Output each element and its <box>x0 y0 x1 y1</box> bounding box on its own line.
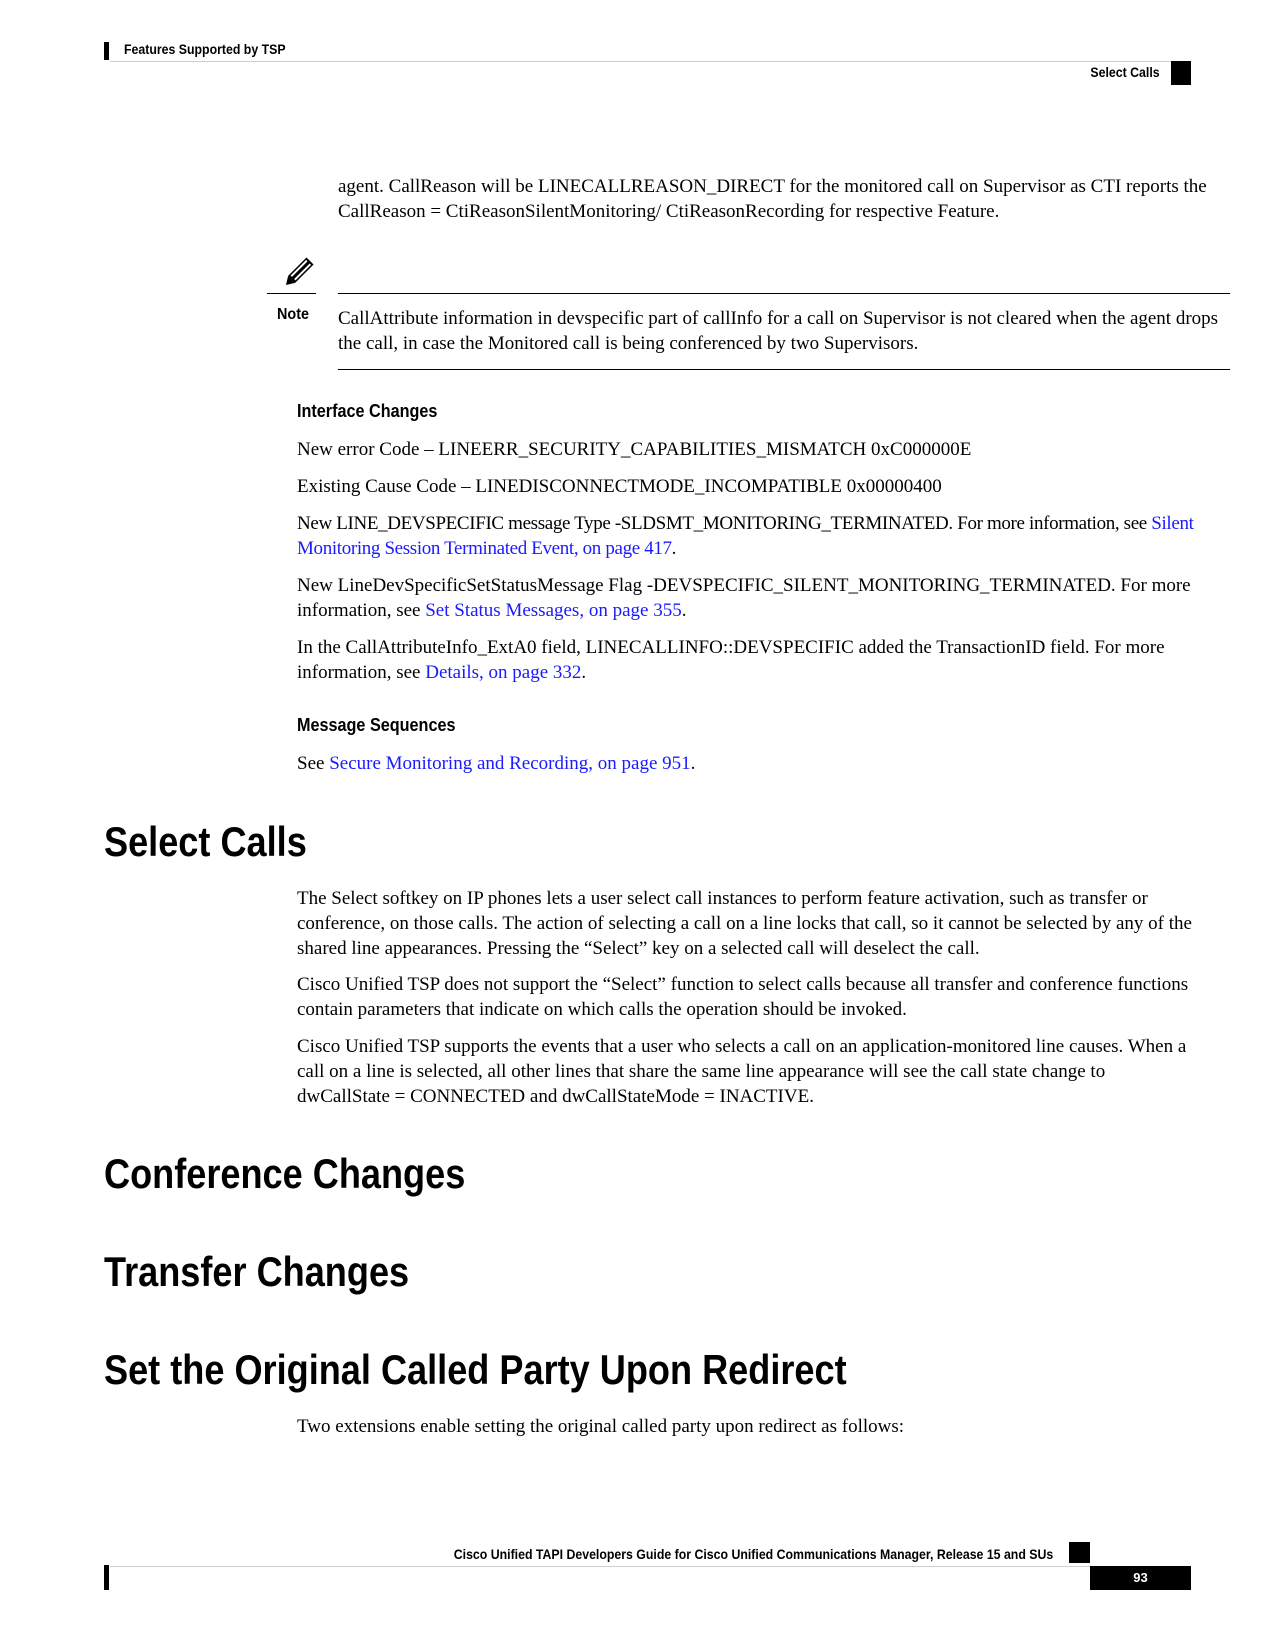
interface-changes-p1: New error Code – LINEERR_SECURITY_CAPABILITIES_MISMATCH 0xC000000E <box>297 439 972 460</box>
select-calls-p3: Cisco Unified TSP supports the events that a user who selects a call on an application-monitored line causes. When a call on a line is selected, all other lines that share the same line appearance will see the call state change to dwCallState = CONNECTED and dwCallStateMode = INACTIVE. <box>297 1036 1187 1107</box>
header-bar-marker <box>104 42 109 60</box>
page-number: 93 <box>1090 1566 1191 1590</box>
details-link[interactable]: Details, on page 332 <box>425 662 582 683</box>
note-bottom-rule <box>338 369 1230 370</box>
note-text: CallAttribute information in devspecific part of callInfo for a call on Supervisor is not cleared when the agent drops the call, in case the Monitored call is being conferenced by two Supervisors. <box>338 308 1219 354</box>
select-calls-heading: Select Calls <box>104 818 307 865</box>
intro-paragraph: agent. CallReason will be LINECALLREASON_DIRECT for the monitored call on Supervisor as CTI reports the CallReason = CtiReasonSilentMonitoring/ CtiReasonRecording for respective Feature. <box>338 176 1207 222</box>
transfer-changes-heading: Transfer Changes <box>104 1248 410 1295</box>
header-rule <box>110 61 1182 62</box>
original-called-party-p1: Two extensions enable setting the original called party upon redirect as follows: <box>297 1416 905 1437</box>
header-chapter-title: Select Calls <box>1090 64 1160 80</box>
note-icon-rule <box>267 293 316 294</box>
message-sequences-heading: Message Sequences <box>297 715 456 735</box>
note-label: Note <box>277 306 310 323</box>
silent-monitoring-terminated-link[interactable]: Silent Monitoring Session Terminated Event, on page 417 <box>297 513 1194 559</box>
secure-monitoring-recording-link[interactable]: Secure Monitoring and Recording, on page 951 <box>329 753 691 774</box>
select-calls-p2: Cisco Unified TSP does not support the “Select” function to select calls because all transfer and conference functions contain parameters that indicate on which calls the operation should be invoked. <box>297 974 1189 1020</box>
pencil-note-icon <box>279 254 317 292</box>
footer-document-title: Cisco Unified TAPI Developers Guide for Cisco Unified Communications Manager, Release 15 and SUs <box>453 1546 1053 1562</box>
footer-bar-marker <box>104 1565 109 1590</box>
header-section-title: Features Supported by TSP <box>124 41 286 57</box>
interface-changes-heading: Interface Changes <box>297 401 438 421</box>
header-chapter-block <box>1171 61 1191 85</box>
footer-rule <box>110 1566 1090 1567</box>
original-called-party-heading: Set the Original Called Party Upon Redirect <box>104 1346 847 1393</box>
interface-changes-p5: In the CallAttributeInfo_ExtA0 field, LINECALLINFO::DEVSPECIFIC added the TransactionID field. For more information, see Details, on page 332. <box>297 637 1165 683</box>
note-top-rule <box>338 293 1230 294</box>
select-calls-p1: The Select softkey on IP phones lets a user select call instances to perform feature activation, such as transfer or conference, on those calls. The action of selecting a call on a line locks that call, so it cannot be selected by any of the shared line appearances. Pressing the “Select” key on a selected call will deselect the call. <box>297 888 1192 959</box>
set-status-messages-link[interactable]: Set Status Messages, on page 355 <box>425 600 682 621</box>
interface-changes-p2: Existing Cause Code – LINEDISCONNECTMODE_INCOMPATIBLE 0x00000400 <box>297 476 942 497</box>
message-sequences-paragraph: See Secure Monitoring and Recording, on page 951. <box>297 753 696 774</box>
conference-changes-heading: Conference Changes <box>104 1150 466 1197</box>
interface-changes-p3: New LINE_DEVSPECIFIC message Type -SLDSMT_MONITORING_TERMINATED. For more information, see Silent Monitoring Session Terminated Event, on page 417. <box>297 513 1194 559</box>
interface-changes-p4: New LineDevSpecificSetStatusMessage Flag -DEVSPECIFIC_SILENT_MONITORING_TERMINATED. For more information, see Set Status Messages, on page 355. <box>297 575 1191 621</box>
footer-block <box>1069 1542 1090 1563</box>
